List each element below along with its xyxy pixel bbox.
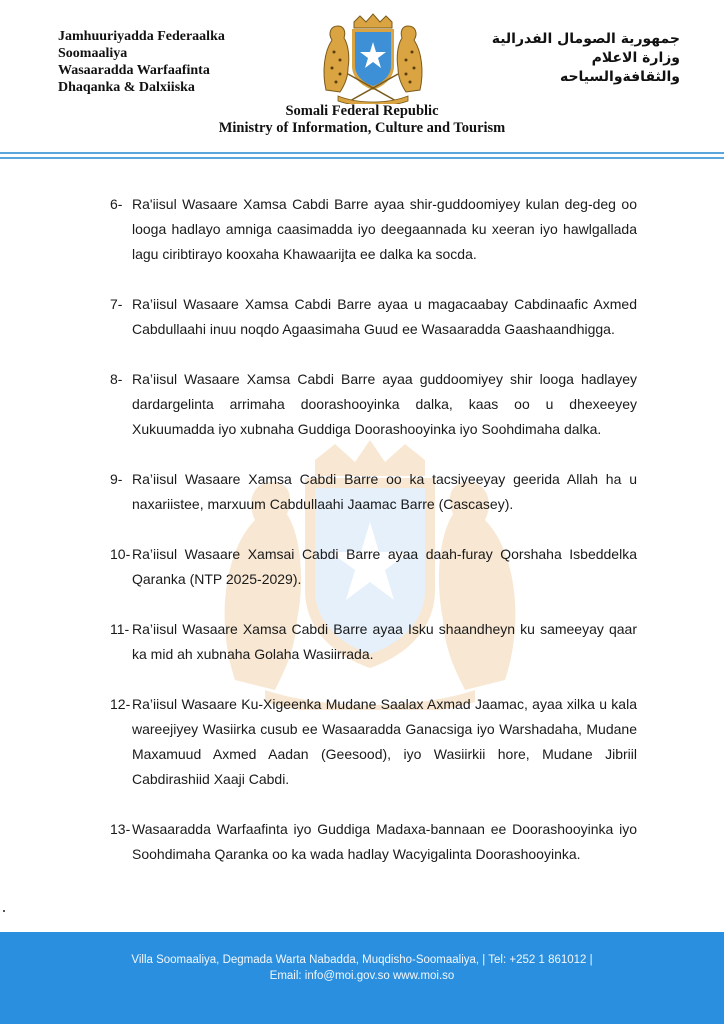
- header-right-line: وزارة الاعلام: [591, 50, 680, 66]
- header-left-line: Soomaaliya: [58, 46, 128, 61]
- list-item: [110, 292, 637, 342]
- list-item: [110, 617, 637, 667]
- header-somali-title: [58, 28, 225, 96]
- item-number: 12-: [110, 696, 131, 712]
- header-center-line: Ministry of Information, Culture and Tourism: [218, 120, 506, 136]
- header-left-line: Dhaqanka & Dalxiiska: [58, 80, 195, 95]
- item-text: Ra’iisul Wasaare Xamsa Cabdi Barre ayaa guddoomiyey shir looga hadlayey dardargelinta arrimaha doorashooyinka dalka, kaas oo u dhexeeyey Xukuumadda iyo xubnaha Guddiga Doorashooyinka iyo Soohdimaha dalka.: [132, 371, 637, 437]
- list-item: [110, 467, 637, 517]
- item-number: 10-: [110, 546, 131, 562]
- header-arabic-title: [492, 30, 680, 87]
- footer-address: Villa Soomaaliya, Degmada Warta Nabadda, Muqdisho-Soomaaliya, | Tel: +252 1 861012 |: [131, 954, 593, 966]
- item-text: Wasaaradda Warfaafinta iyo Guddiga Madaxa-bannaan ee Doorashooyinka iyo Soohdimaha Qaranka oo ka wada hadlay Wacyigalinta Doorashooyinka.: [132, 821, 637, 862]
- header-right-line: جمهورية الصومال الفدرالية: [491, 31, 680, 47]
- header-english-title: [0, 103, 724, 137]
- item-number: 7-: [110, 296, 123, 312]
- item-number: 6-: [110, 196, 123, 212]
- item-text: Ra'iisul Wasaare Xamsa Cabdi Barre ayaa shir-guddoomiyey kulan deg-deg oo looga hadlayo amniga caasimadda iyo deegaannada ku xeeran iyo hawlgallada lagu ciribtirayo kooxaha Khawaarijta ee dalka ka socda.: [132, 196, 637, 262]
- item-number: 9-: [110, 471, 123, 487]
- header-divider: [0, 152, 724, 154]
- item-text: Ra’iisul Wasaare Xamsa Cabdi Barre oo ka tacsiyeeyay geerida Allah ha u naxariistee, marxuum Cabdullaahi Jaamac Barre (Cascasey).: [132, 471, 637, 512]
- header-divider: [0, 157, 724, 159]
- footer-contact: Email: info@moi.gov.so www.moi.so: [269, 970, 455, 982]
- footer: [0, 932, 724, 1024]
- header-left-line: Jamhuuriyadda Federaalka: [58, 29, 225, 44]
- list-item: [110, 542, 637, 592]
- list-item: [110, 692, 637, 792]
- list-item: [110, 817, 637, 867]
- header-center-line: Somali Federal Republic: [285, 103, 439, 119]
- item-text: Ra’iisul Wasaare Xamsa Cabdi Barre ayaa u magacaabay Cabdinaafic Axmed Cabdullaahi inuu noqdo Agaasimaha Guud ee Wasaaradda Gaashaandhigga.: [132, 296, 637, 337]
- header-left-line: Wasaaradda Warfaafinta: [58, 63, 210, 78]
- item-number: 11-: [110, 621, 130, 637]
- header-right-line: والثقافةوالسياحه: [559, 69, 680, 85]
- news-item-list: [110, 192, 637, 892]
- list-item: [110, 367, 637, 442]
- somalia-coat-of-arms-icon: [318, 12, 428, 104]
- list-item: [110, 192, 637, 267]
- stray-mark: [3, 910, 5, 912]
- item-text: Ra’iisul Wasaare Xamsa Cabdi Barre ayaa Isku shaandheyn ku sameeyay qaar ka mid ah xubnaha Golaha Wasiirrada.: [132, 621, 637, 662]
- item-number: 13-: [110, 821, 131, 837]
- item-text: Ra’iisul Wasaare Ku-Xigeenka Mudane Saalax Axmad Jaamac, ayaa xilka u kala wareejiyey Wasiirka cusub ee Wasaaradda Ganacsiga iyo Warshadaha, Mudane Maxamuud Axmed Aadan (Geesood), iyo Wasiirkii hore, Mudane Jibriil Cabdirashiid Xaaji Cabdi.: [132, 696, 637, 787]
- item-number: 8-: [110, 371, 123, 387]
- item-text: Ra’iisul Wasaare Xamsai Cabdi Barre ayaa daah-furay Qorshaha Isbeddelka Qaranka (NTP 2025-2029).: [132, 546, 637, 587]
